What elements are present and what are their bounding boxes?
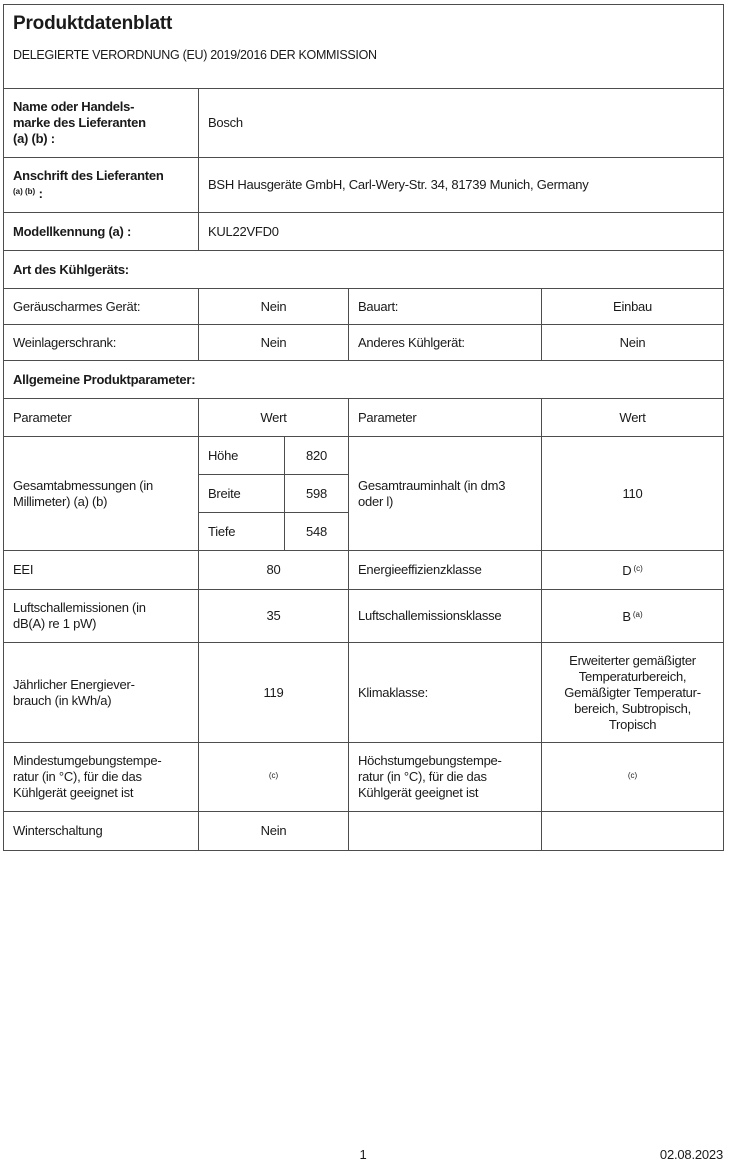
param-value: Nein: [199, 289, 349, 325]
param-value: Nein: [199, 812, 349, 851]
model-id-row: [4, 213, 724, 251]
type-section-row: [4, 251, 724, 289]
param-value: 80: [199, 551, 349, 590]
column-header: Wert: [542, 399, 724, 437]
noise-row: [4, 590, 724, 643]
column-header-row: [4, 399, 724, 437]
volume-label: Gesamtrauminhalt (in dm3 oder l): [349, 437, 542, 551]
param-label: Geräuscharmes Gerät:: [4, 289, 199, 325]
supplier-address-row: [4, 158, 724, 213]
eei-row: [4, 551, 724, 590]
table-row: [4, 325, 724, 361]
winter-row: [4, 812, 724, 851]
param-value: 119: [199, 643, 349, 743]
supplier-name-value: Bosch: [199, 89, 724, 158]
regulation-subtitle: DELEGIERTE VERORDNUNG (EU) 2019/2016 DER KOMMISSION: [13, 48, 377, 62]
footnote-mark: (c): [627, 771, 638, 780]
param-value: [542, 812, 724, 851]
param-label: Luftschallemissionen (in dB(A) re 1 pW): [4, 590, 199, 643]
param-label: Höchstumgebungstempe- ratur (in °C), für die das Kühlgerät geeignet ist: [349, 743, 542, 812]
model-id-value: KUL22VFD0: [199, 213, 724, 251]
footnote-mark: (a): [632, 610, 643, 619]
dimension-name: Tiefe: [199, 513, 285, 551]
supplier-address-value: BSH Hausgeräte GmbH, Carl-Wery-Str. 34, 81739 Munich, Germany: [199, 158, 724, 213]
title-cell: [4, 5, 724, 89]
param-label: EEI: [4, 551, 199, 590]
footer-date: 02.08.2023: [659, 1147, 723, 1162]
general-section-heading: Allgemeine Produktparameter:: [4, 361, 724, 399]
supplier-name-label: Name oder Handels- marke des Lieferanten (a) (b) :: [4, 89, 199, 158]
dimension-value: 548: [285, 513, 349, 551]
param-value: D $^{(c)}$: [542, 551, 724, 590]
param-label: Klimaklasse:: [349, 643, 542, 743]
param-label: Weinlagerschrank:: [4, 325, 199, 361]
param-value: Einbau: [542, 289, 724, 325]
page-number: 1: [359, 1147, 367, 1162]
dimensions-row: [4, 437, 724, 475]
column-header: Parameter: [349, 399, 542, 437]
param-value: 35: [199, 590, 349, 643]
param-label: [349, 812, 542, 851]
param-label: Mindestumgebungstempe- ratur (in °C), für die das Kühlgerät geeignet ist: [4, 743, 199, 812]
param-label: Bauart:: [349, 289, 542, 325]
dimensions-label: Gesamtabmessungen (in Millimeter) (a) (b): [4, 437, 199, 551]
supplier-name-row: [4, 89, 724, 158]
column-header: Wert: [199, 399, 349, 437]
dimension-value: 598: [285, 475, 349, 513]
footnote-marks: (a) (b): [13, 187, 36, 196]
ambient-temp-row: [4, 743, 724, 812]
footnote-mark: (c): [268, 771, 279, 780]
volume-value: 110: [542, 437, 724, 551]
column-header: Parameter: [4, 399, 199, 437]
param-value: Nein: [542, 325, 724, 361]
param-label: Energieeffizienzklasse: [349, 551, 542, 590]
energy-row: [4, 643, 724, 743]
param-value: B $^{(a)}$: [542, 590, 724, 643]
dimension-name: Breite: [199, 475, 285, 513]
title-row: [4, 5, 724, 89]
footnote-mark: (c): [633, 564, 643, 573]
param-label: Luftschallemissionsklasse: [349, 590, 542, 643]
general-section-row: [4, 361, 724, 399]
param-label: Anderes Kühlgerät:: [349, 325, 542, 361]
table-row: [4, 289, 724, 325]
param-label: Winterschaltung: [4, 812, 199, 851]
product-datasheet-table: [3, 4, 724, 851]
climate-class-value: Erweiterter gemäßigter Temperaturbereich, Gemäßigter Temperatur- bereich, Subtropisch, Tropisch: [542, 643, 724, 743]
param-value: Nein: [199, 325, 349, 361]
document-title: Produktdatenblatt: [13, 13, 173, 34]
supplier-address-label: Anschrift des Lieferanten $^{(a) (b)}$ :: [4, 158, 199, 213]
dimension-value: 820: [285, 437, 349, 475]
type-section-heading: Art des Kühlgeräts:: [4, 251, 724, 289]
param-value: [199, 743, 349, 812]
param-label: Jährlicher Energiever- brauch (in kWh/a): [4, 643, 199, 743]
model-id-label: Modellkennung (a) :: [4, 213, 199, 251]
dimension-name: Höhe: [199, 437, 285, 475]
param-value: [542, 743, 724, 812]
